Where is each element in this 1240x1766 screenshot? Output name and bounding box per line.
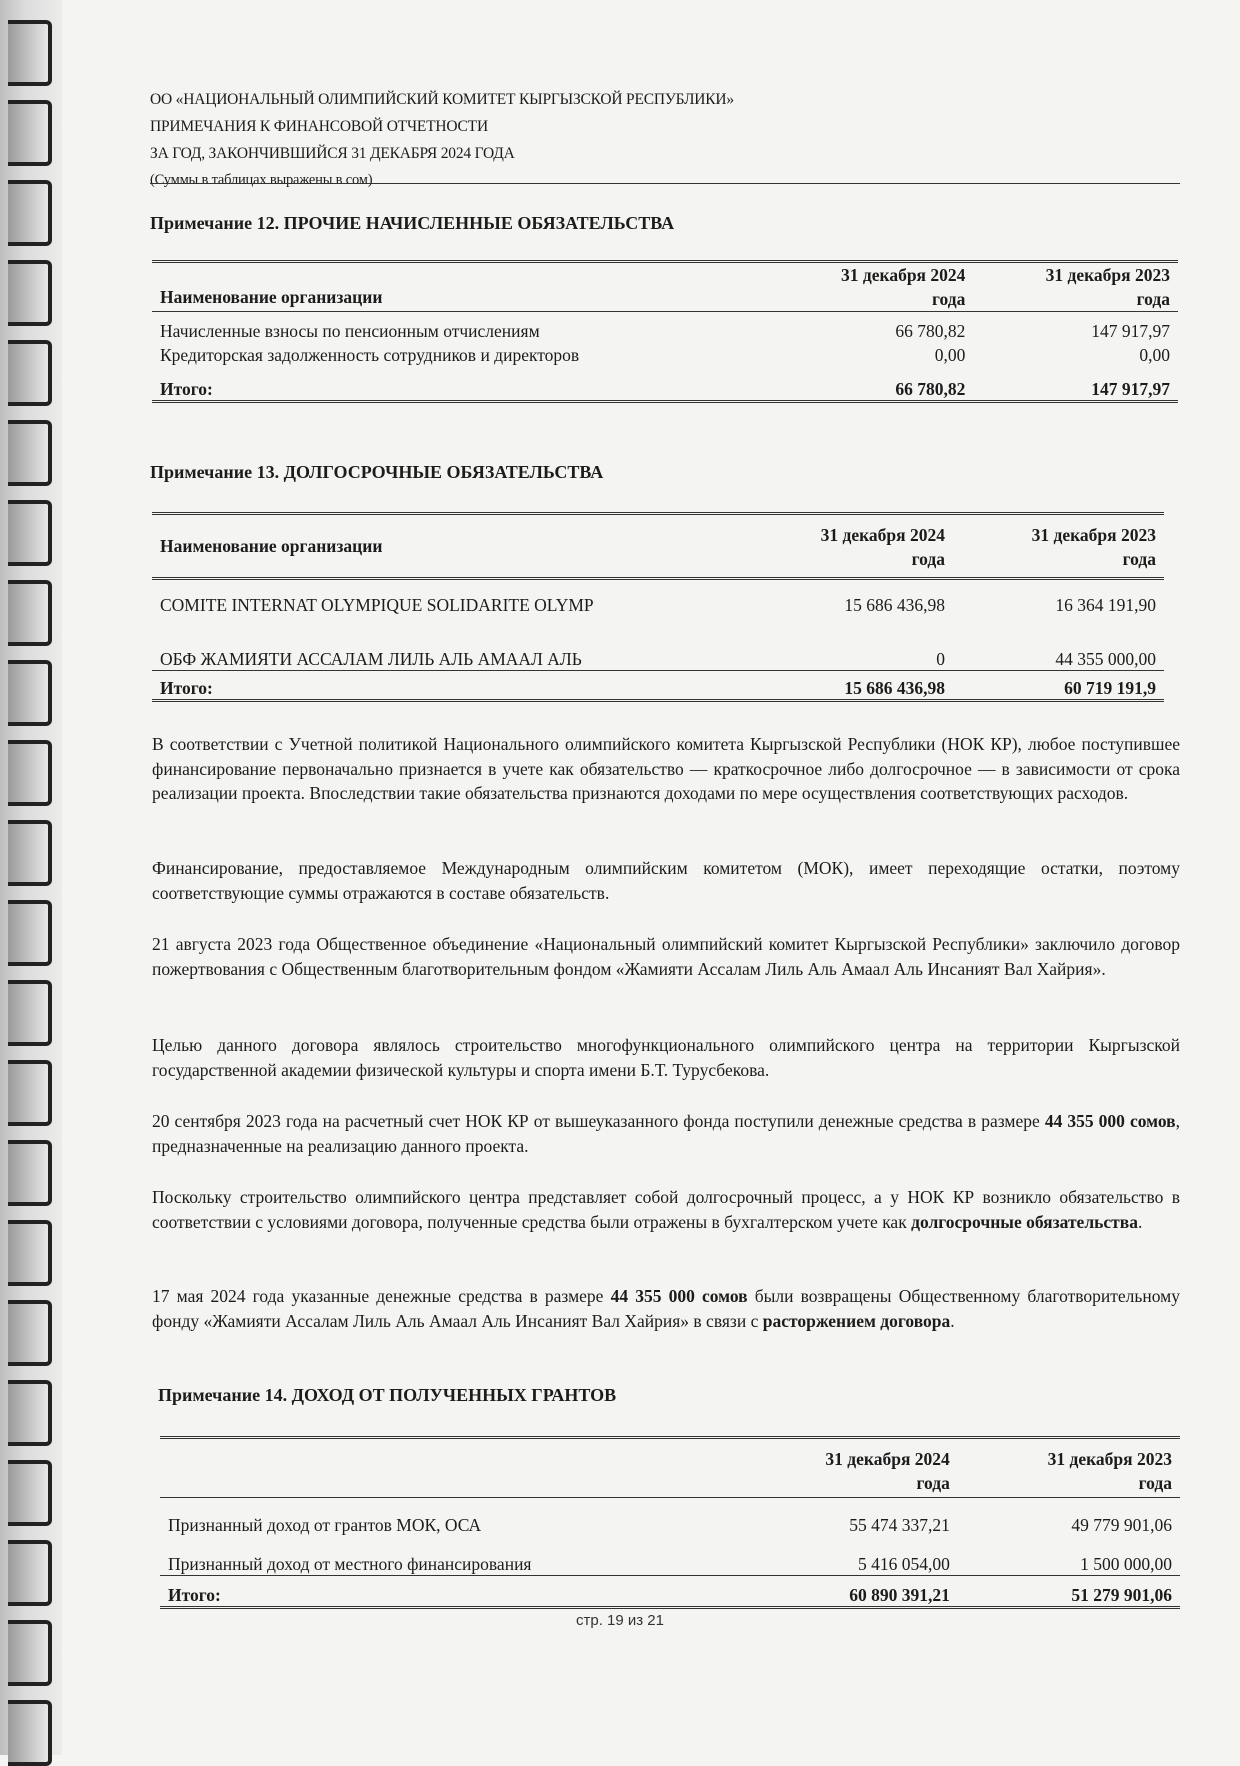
total-2024: 66 780,82 bbox=[775, 366, 973, 402]
binding-ring bbox=[8, 180, 52, 246]
binding-ring bbox=[8, 20, 52, 86]
binding-ring bbox=[8, 980, 52, 1046]
binding-ring bbox=[8, 1220, 52, 1286]
header-org: ОО «НАЦИОНАЛЬНЫЙ ОЛИМПИЙСКИЙ КОМИТЕТ КЫРГЫЗСКОЙ РЕСПУБЛИКИ» bbox=[150, 91, 734, 108]
document-header bbox=[150, 86, 1180, 194]
row-name: COMITE INTERNAT OLYMPIQUE SOLIDARITE OLYMP bbox=[160, 594, 594, 615]
binding-ring bbox=[8, 660, 52, 726]
paragraph-funds-returned: 17 мая 2024 года указанные денежные средства в размере 44 355 000 сомов были возвращены Общественному благотворительному фонду «Жамияти Ассалам Лиль Аль Амаал Аль Инсаният Вал Хайрия» в связи с расторжением договора. bbox=[152, 1286, 1180, 1331]
row-name: Признанный доход от грантов МОК, ОСА bbox=[168, 1514, 482, 1535]
note13-title: Примечание 13. ДОЛГОСРОЧНЫЕ ОБЯЗАТЕЛЬСТВА bbox=[150, 462, 604, 482]
note12-col-2024: 31 декабря 2024 года bbox=[775, 262, 973, 312]
spiral-binding bbox=[0, 0, 62, 1755]
row-2023: 0,00 bbox=[1139, 344, 1170, 365]
binding-ring bbox=[8, 1620, 52, 1686]
total-row bbox=[152, 671, 1164, 701]
table-row bbox=[152, 312, 1178, 342]
total-2023: 60 719 191,9 bbox=[953, 671, 1164, 701]
row-2024: 0 bbox=[746, 631, 953, 671]
total-2024: 15 686 436,98 bbox=[746, 671, 953, 701]
header-currency: (Суммы в таблицах выражены в сом) bbox=[150, 172, 373, 188]
note13-col-2024: 31 декабря 2024 года bbox=[746, 514, 953, 579]
note13-col-name: Наименование организации bbox=[152, 514, 746, 579]
row-2024: 66 780,82 bbox=[895, 320, 966, 341]
binding-ring bbox=[8, 1540, 52, 1606]
binding-ring bbox=[8, 260, 52, 326]
row-2023: 1 500 000,00 bbox=[958, 1536, 1180, 1576]
note13-col-2023: 31 декабря 2023 года bbox=[953, 514, 1164, 579]
table-row bbox=[152, 631, 1164, 671]
note13-table bbox=[152, 512, 1164, 702]
note14-table bbox=[160, 1436, 1180, 1609]
row-2023: 16 364 191,90 bbox=[1055, 594, 1156, 615]
binding-ring bbox=[8, 100, 52, 166]
total-row bbox=[152, 366, 1178, 402]
header-period: ЗА ГОД, ЗАКОНЧИВШИЙСЯ 31 ДЕКАБРЯ 2024 ГОДА bbox=[150, 145, 515, 162]
binding-ring bbox=[8, 1700, 52, 1766]
paragraph-donation-agreement: 21 августа 2023 года Общественное объединение «Национальный олимпийский комитет Кыргызской Республики» заключило договор пожертвования с Общественным благотворительным фондом «Жамияти Ассалам Лиль Аль Амаал Аль Инсаният Вал Хайрия». bbox=[152, 934, 1180, 979]
paragraph-long-term-liability: Поскольку строительство олимпийского центра представляет собой долгосрочный процесс, а у НОК КР возникло обязательство в соответствии с условиями договора, полученные средства были отражены в бухгалтерском учете как долгосрочные обязательства. bbox=[152, 1187, 1180, 1232]
binding-ring bbox=[8, 1300, 52, 1366]
page-number: стр. 19 из 21 bbox=[575, 1612, 664, 1629]
binding-ring bbox=[8, 420, 52, 486]
row-name: Начисленные взносы по пенсионным отчислениям bbox=[160, 320, 540, 341]
binding-ring bbox=[8, 340, 52, 406]
paragraph-accounting-policy: В соответствии с Учетной политикой Национального олимпийского комитета Кыргызской Республики (НОК КР), любое поступившее финансирование первоначально признается в учете как обязательство — краткосрочное либо долгосрочное — в зависимости от срока реализации проекта. Впоследствии такие обязательства признаются доходами по мере осуществления соответствующих расходов. bbox=[152, 734, 1180, 803]
note12-title: Примечание 12. ПРОЧИЕ НАЧИСЛЕННЫЕ ОБЯЗАТЕЛЬСТВА bbox=[150, 213, 675, 233]
row-2024: 55 474 337,21 bbox=[849, 1514, 950, 1535]
note14-col-2024: 31 декабря 2024 года bbox=[743, 1438, 958, 1498]
binding-ring bbox=[8, 820, 52, 886]
total-label: Итого: bbox=[152, 671, 746, 701]
note12-table bbox=[152, 260, 1178, 403]
total-2023: 51 279 901,06 bbox=[958, 1576, 1180, 1608]
binding-ring bbox=[8, 900, 52, 966]
liability-emphasis: долгосрочные обязательства bbox=[911, 1211, 1138, 1232]
note14-col-name bbox=[160, 1438, 743, 1498]
note14-col-2023: 31 декабря 2023 года bbox=[958, 1438, 1180, 1498]
amount-emphasis: 44 355 000 сомов bbox=[610, 1286, 748, 1306]
note12-col-2023: 31 декабря 2023 года bbox=[973, 262, 1178, 312]
binding-ring bbox=[8, 1060, 52, 1126]
header-divider bbox=[150, 183, 1180, 184]
row-2023: 44 355 000,00 bbox=[953, 631, 1164, 671]
note12-col-name: Наименование организации bbox=[152, 262, 775, 312]
amount-emphasis: 44 355 000 сомов bbox=[1044, 1111, 1176, 1131]
row-2023: 147 917,97 bbox=[1091, 320, 1170, 341]
note14-title: Примечание 14. ДОХОД ОТ ПОЛУЧЕННЫХ ГРАНТОВ bbox=[158, 1385, 617, 1405]
binding-ring bbox=[8, 1380, 52, 1446]
termination-emphasis: расторжением договора bbox=[762, 1310, 951, 1331]
table-row bbox=[152, 579, 1164, 631]
total-2023: 147 917,97 bbox=[973, 366, 1178, 402]
binding-ring bbox=[8, 1460, 52, 1526]
table-row bbox=[152, 342, 1178, 366]
total-row bbox=[160, 1576, 1180, 1608]
binding-ring bbox=[8, 580, 52, 646]
row-name: ОБФ ЖАМИЯТИ АССАЛАМ ЛИЛЬ АЛЬ АМААЛ АЛЬ bbox=[152, 631, 746, 671]
row-name: Признанный доход от местного финансирования bbox=[160, 1536, 743, 1576]
paragraph-funds-received: 20 сентября 2023 года на расчетный счет НОК КР от вышеуказанного фонда поступили денежные средства в размере 44 355 000 сомов, предназначенные на реализацию данного проекта. bbox=[152, 1111, 1181, 1156]
paragraph-ioc-funding: Финансирование, предоставляемое Международным олимпийским комитетом (МОК), имеет переходящие остатки, поэтому соответствующие суммы отражаются в составе обязательств. bbox=[152, 858, 1180, 903]
row-2023: 49 779 901,06 bbox=[1071, 1514, 1172, 1535]
row-2024: 0,00 bbox=[934, 344, 966, 365]
header-title: ПРИМЕЧАНИЯ К ФИНАНСОВОЙ ОТЧЕТНОСТИ bbox=[150, 118, 488, 135]
table-row bbox=[160, 1536, 1180, 1576]
total-2024: 60 890 391,21 bbox=[743, 1576, 958, 1608]
row-name: Кредиторская задолженность сотрудников и директоров bbox=[160, 344, 580, 365]
table-row bbox=[160, 1498, 1180, 1536]
binding-ring bbox=[8, 740, 52, 806]
binding-ring bbox=[8, 1140, 52, 1206]
row-2024: 15 686 436,98 bbox=[844, 594, 945, 615]
total-label: Итого: bbox=[160, 1576, 743, 1608]
paragraph-agreement-purpose: Целью данного договора являлось строительство многофункционального олимпийского центра на территории Кыргызской государственной академии физической культуры и спорта имени Б.Т. Турусбекова. bbox=[152, 1035, 1180, 1080]
row-2024: 5 416 054,00 bbox=[743, 1536, 958, 1576]
binding-ring bbox=[8, 500, 52, 566]
total-label: Итого: bbox=[152, 366, 775, 402]
